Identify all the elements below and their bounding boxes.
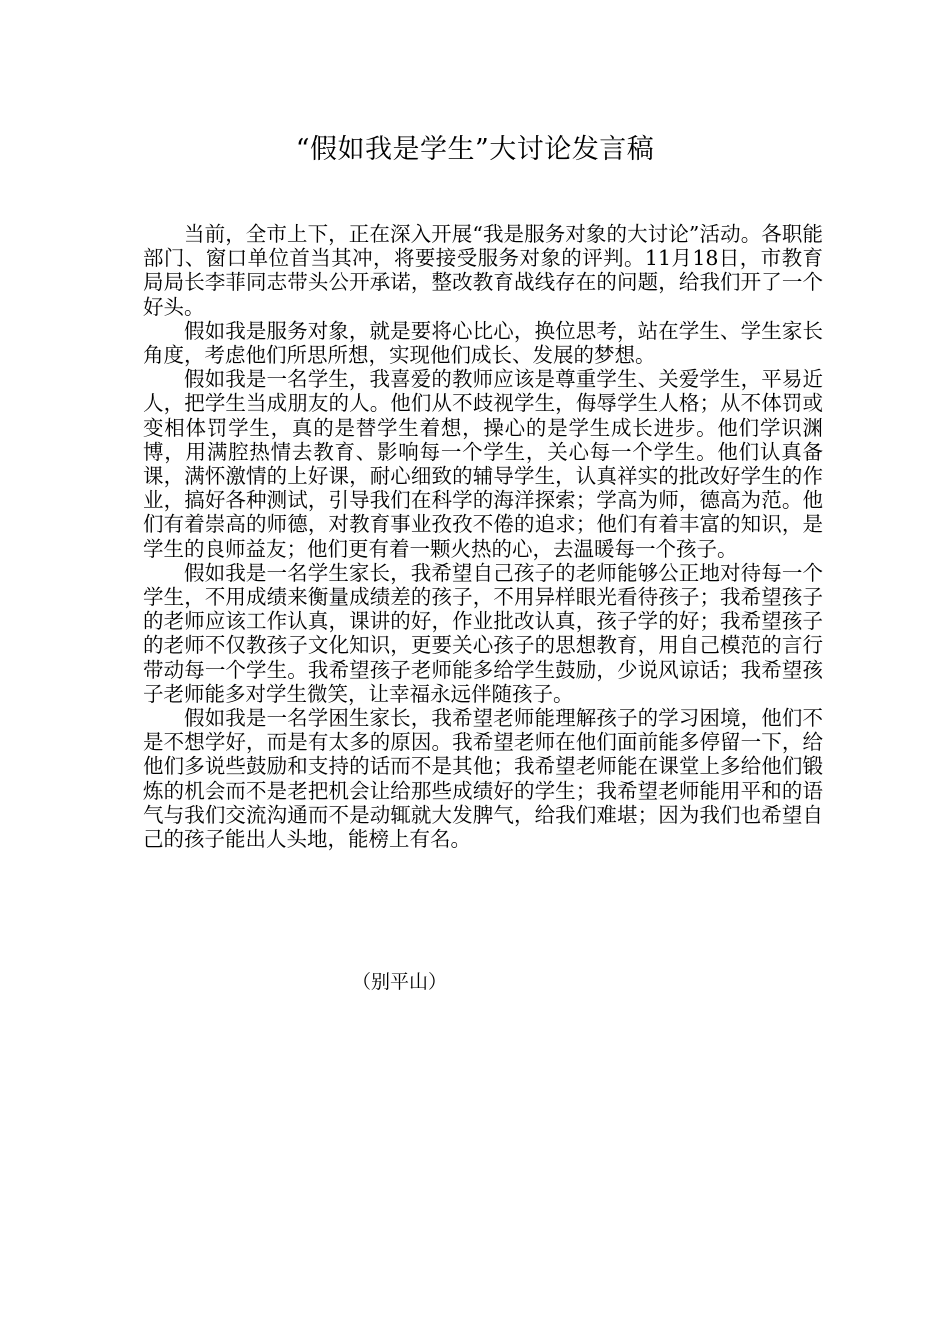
paragraph-intro: 当前，全市上下，正在深入开展“我是服务对象的大讨论”活动。各职能部门、窗口单位首当其冲，将要接受服务对象的评判。11月18日，市教育局局长李菲同志带头公开承诺，整改教育战线存在的问题，给我们开了一个好头。 xyxy=(143,222,823,319)
document-title: “假如我是学生”大讨论发言稿 xyxy=(295,134,655,165)
paragraph-as-student: 假如我是一名学生，我喜爱的教师应该是尊重学生、关爱学生，平易近人，把学生当成朋友的人。他们从不歧视学生，侮辱学生人格；从不体罚或变相体罚学生，真的是替学生着想，操心的是学生成长进步。他们学识渊博，用满腔热情去教育、影响每一个学生，关心每一个学生。他们认真备课，满怀激情的上好课，耐心细致的辅导学生，认真祥实的批改好学生的作业，搞好各种测试，引导我们在科学的海洋探索；学高为师，德高为范。他们有着崇高的师德，对教育事业孜孜不倦的追求；他们有着丰富的知识，是学生的良师益友；他们更有着一颗火热的心，去温暖每一个孩子。 xyxy=(143,367,823,561)
document-body xyxy=(143,222,823,851)
author-signature: （别平山） xyxy=(352,971,448,993)
paragraph-as-struggling-student-parent: 假如我是一名学困生家长，我希望老师能理解孩子的学习困境，他们不是不想学好，而是有太多的原因。我希望老师在他们面前能多停留一下，给他们多说些鼓励和支持的话而不是其他；我希望老师能在课堂上多给他们锻炼的机会而不是老把机会让给那些成绩好的学生；我希望老师能用平和的语气与我们交流沟通而不是动辄就大发脾气，给我们难堪；因为我们也希望自己的孩子能出人头地，能榜上有名。 xyxy=(143,706,823,852)
paragraph-as-parent: 假如我是一名学生家长，我希望自己孩子的老师能够公正地对待每一个学生，不用成绩来衡量成绩差的孩子，不用异样眼光看待孩子；我希望孩子的老师应该工作认真，课讲的好，作业批改认真，孩子学的好；我希望孩子的老师不仅教孩子文化知识，更要关心孩子的思想教育，用自己模范的言行带动每一个学生。我希望孩子老师能多给学生鼓励，少说风谅话；我希望孩子老师能多对学生微笑，让幸福永远伴随孩子。 xyxy=(143,560,823,706)
paragraph-service-object: 假如我是服务对象，就是要将心比心，换位思考，站在学生、学生家长角度，考虑他们所思所想，实现他们成长、发展的梦想。 xyxy=(143,318,823,368)
